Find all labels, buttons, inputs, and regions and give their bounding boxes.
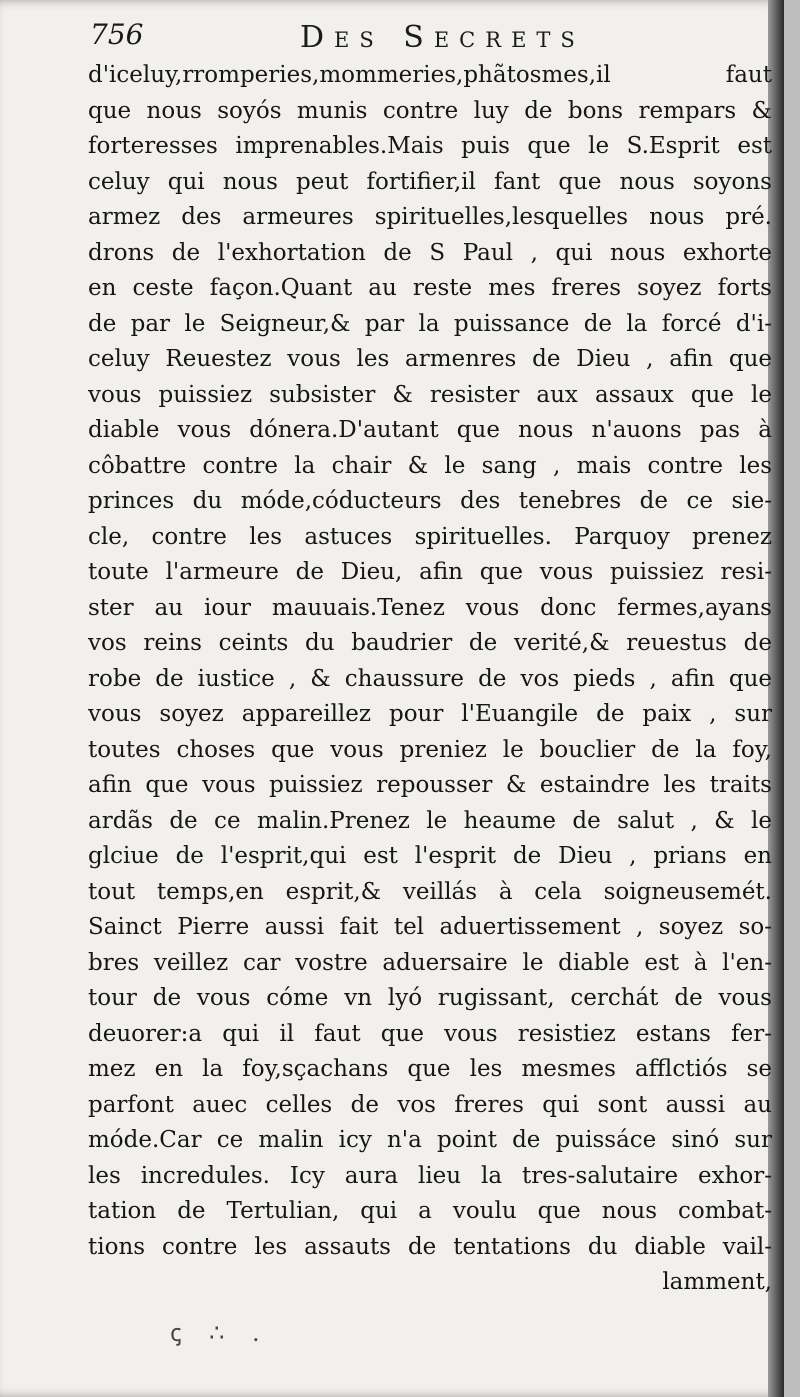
text-line: tions contre les assauts de tentations du diable vail-	[88, 1233, 772, 1260]
text-line: diable vous dónera.D'autant que nous n'auons pas à	[88, 417, 772, 443]
text-line: móde.Car ce malin icy n'a point de puissáce sinó sur	[88, 1127, 772, 1153]
printer-marks: ꞔ ∴ .	[170, 1319, 270, 1347]
page-number: 756	[90, 18, 144, 51]
text-line: forteresses imprenables.Mais puis que le S.Esprit est	[88, 133, 772, 159]
text-line: armez des armeures spirituelles,lesquelles nous pré.	[88, 204, 772, 230]
text-line: de par le Seigneur,& par la puissance de la forcé d'i-	[88, 310, 772, 337]
text-line: tour de vous cóme vn lyó rugissant, cerchát de vous	[88, 985, 772, 1011]
text-line: tout temps,en esprit,& veillás à cela soigneusemét.	[88, 878, 772, 905]
text-line: en ceste façon.Quant au reste mes freres soyez forts	[88, 275, 772, 301]
body-text	[88, 58, 772, 1301]
text-line: Sainct Pierre aussi fait tel aduertissement , soyez so-	[88, 914, 772, 940]
text-line: glciue de l'esprit,qui est l'esprit de Dieu , prians en	[88, 843, 772, 869]
text-line: vos reins ceints du baudrier de verité,& reuestus de	[88, 630, 772, 656]
text-line: ster au iour mauuais.Tenez vous donc fermes,ayans	[88, 594, 772, 621]
text-line: mez en la foy,sçachans que les mesmes afflctiós se	[88, 1056, 772, 1082]
text-line: que nous soyós munis contre luy de bons rempars &	[88, 97, 772, 124]
text-line: robe de iustice , & chaussure de vos pieds , afin que	[88, 665, 772, 692]
text-line: toutes choses que vous preniez le bouclier de la foy,	[88, 736, 772, 763]
text-line: vous puissiez subsister & resister aux assaux que le	[88, 381, 772, 408]
text-line: afin que vous puissiez repousser & estaindre les traits	[88, 772, 772, 798]
text-line: ardãs de ce malin.Prenez le heaume de salut , & le	[88, 807, 772, 834]
text-line: deuorer:a qui il faut que vous resistiez estans fer-	[88, 1020, 772, 1047]
text-line: celuy qui nous peut fortifier,il fant que nous soyons	[88, 168, 772, 195]
text-line: parfont auec celles de vos freres qui sont aussi au	[88, 1091, 772, 1118]
text-line: celuy Reuestez vous les armenres de Dieu , afin que	[88, 346, 772, 372]
text-line: vous soyez appareillez pour l'Euangile de paix , sur	[88, 701, 772, 727]
page-header	[90, 14, 744, 60]
text-line: drons de l'exhortation de S Paul , qui nous exhorte	[88, 239, 772, 266]
text-line: bres veillez car vostre aduersaire le diable est à l'en-	[88, 949, 772, 976]
text-line: toute l'armeure de Dieu, afin que vous puissiez resi-	[88, 559, 772, 585]
text-line: princes du móde,códucteurs des tenebres de ce sie-	[88, 488, 772, 514]
text-line: les incredules. Icy aura lieu la tres-salutaire exhor-	[88, 1162, 772, 1189]
text-line: côbattre contre la chair & le sang , mais contre les	[88, 452, 772, 479]
text-line: d'iceluy,rromperies,mommeries,phãtosmes,il faut	[88, 62, 772, 88]
catchword-line: lamment,	[662, 1269, 772, 1295]
text-line: tation de Tertulian, qui a voulu que nous combat-	[88, 1198, 772, 1224]
text-line: cle, contre les astuces spirituelles. Parquoy prenez	[88, 523, 772, 550]
running-title: Des Secrets	[300, 20, 585, 55]
